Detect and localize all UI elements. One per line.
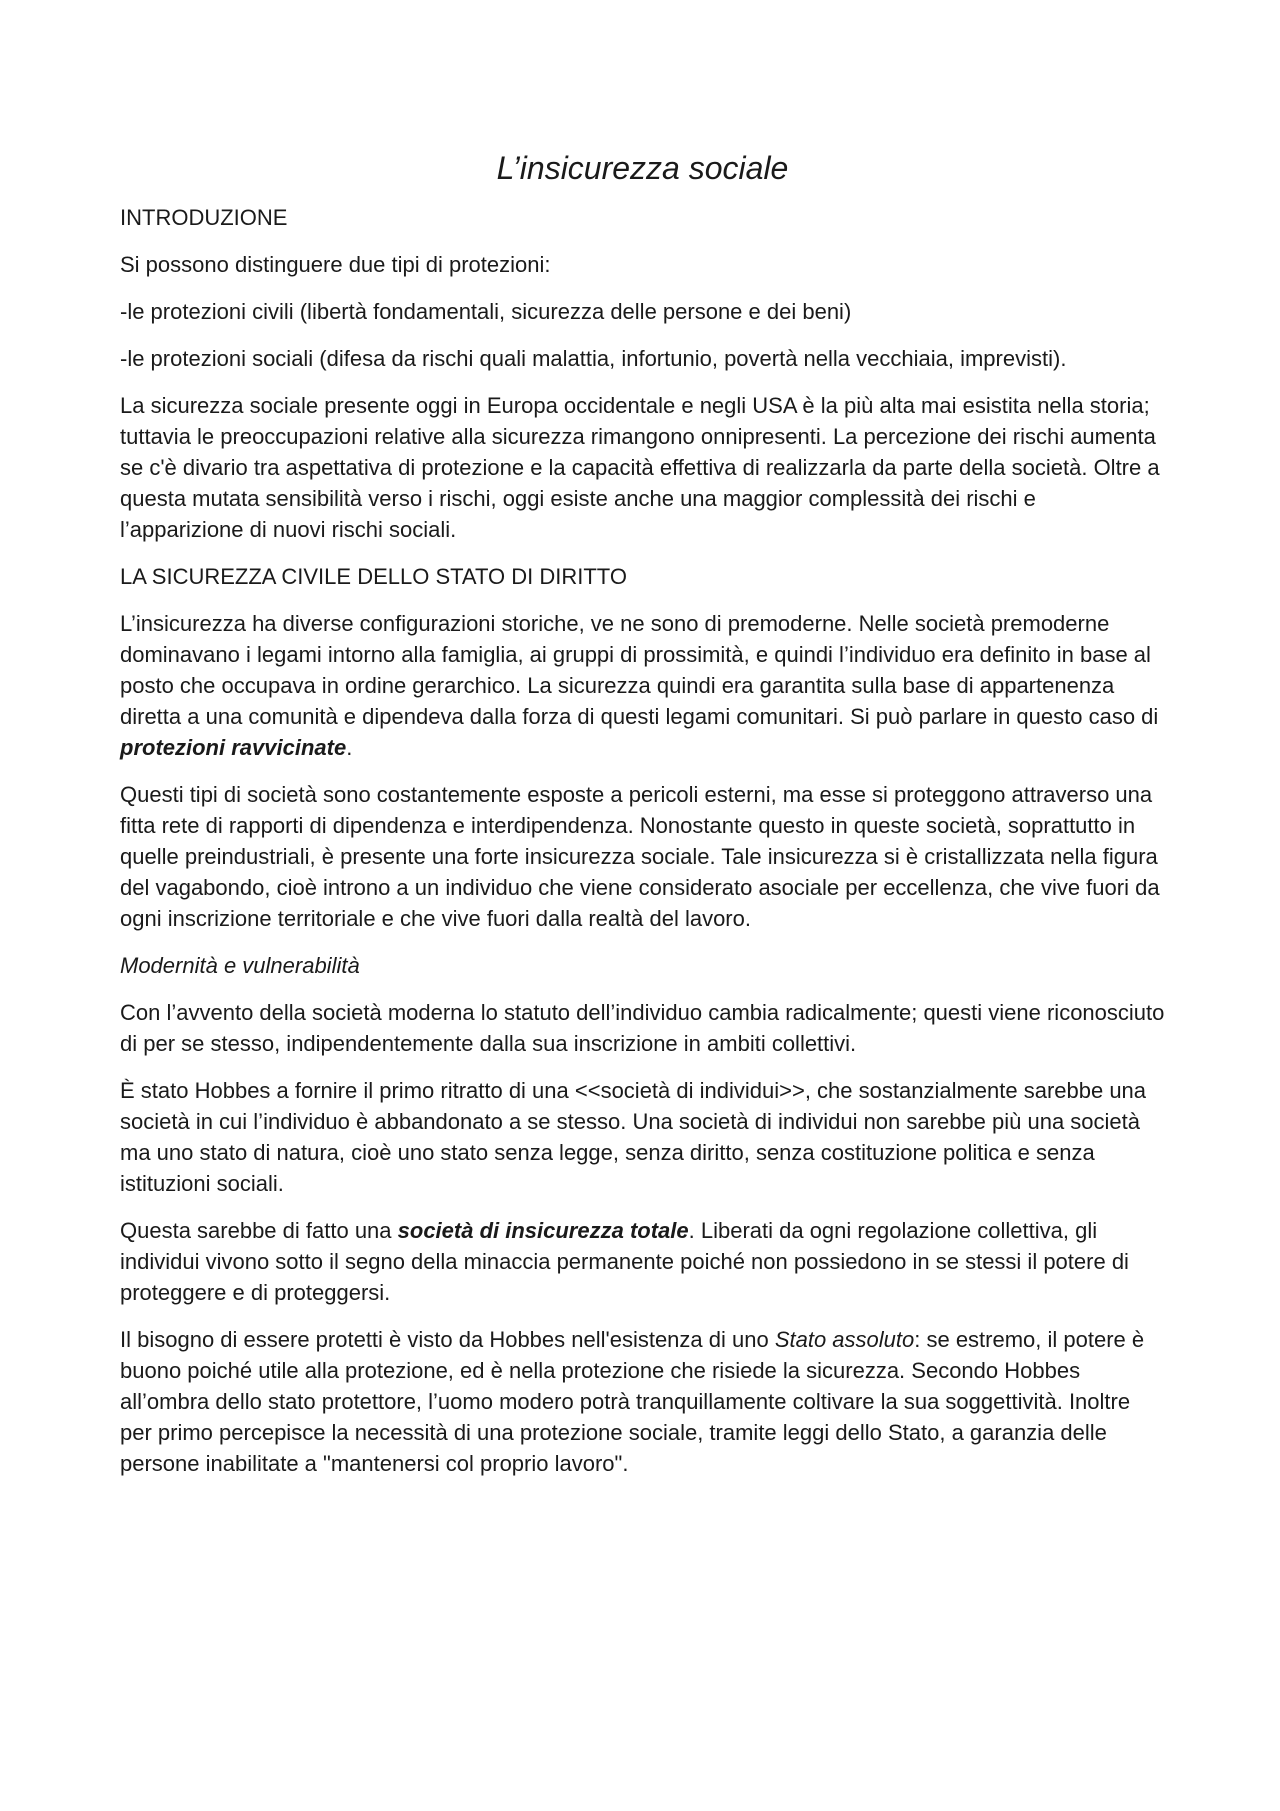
document-page bbox=[120, 148, 1165, 1495]
paragraph-7: Con l’avvento della società moderna lo statuto dell’individuo cambia radicalmente; questi viene riconosciuto di per se stesso, indipendentemente dalla sua inscrizione in ambiti collettivi. bbox=[120, 1000, 1165, 1056]
section-heading-introduzione: INTRODUZIONE bbox=[120, 205, 288, 230]
section-heading-sicurezza-civile: LA SICUREZZA CIVILE DELLO STATO DI DIRITTO bbox=[120, 564, 627, 589]
paragraph-5-end: . bbox=[346, 735, 353, 760]
paragraph-9-end: . Liberati da ogni regolazione collettiva, gli individui vivono sotto il segno della minaccia permanente poiché non possiedono in se stessi il potere di proteggere e di proteggersi. bbox=[120, 1218, 1129, 1305]
paragraph-4: La sicurezza sociale presente oggi in Europa occidentale e negli USA è la più alta mai esistita nella storia; tuttavia le preoccupazioni relative alla sicurezza rimangono onnipresenti. La percezione dei rischi aumenta se c'è divario tra aspettativa di protezione e la capacità effettiva di realizzarla da parte della società. Oltre a questa mutata sensibilità verso i rischi, oggi esiste anche una maggior complessità dei rischi e l’apparizione di nuovi rischi sociali. bbox=[120, 393, 1160, 542]
paragraph-2: -le protezioni civili (libertà fondamentali, sicurezza delle persone e dei beni) bbox=[120, 299, 852, 324]
paragraph-10-start: Il bisogno di essere protetti è visto da Hobbes nell'esistenza di uno bbox=[120, 1327, 775, 1352]
paragraph-10-italic: Stato assoluto bbox=[774, 1327, 915, 1352]
paragraph-9-bold: società di insicurezza totale bbox=[397, 1218, 689, 1243]
paragraph-9-start: Questa sarebbe di fatto una bbox=[120, 1218, 398, 1243]
paragraph-10 bbox=[120, 1324, 1165, 1479]
document-title: L’insicurezza sociale bbox=[496, 150, 789, 186]
paragraph-5-bold: protezioni ravvicinate bbox=[120, 735, 347, 760]
paragraph-10-end: : se estremo, il potere è buono poiché utile alla protezione, ed è nella protezione che risiede la sicurezza. Secondo Hobbes all’ombra dello stato protettore, l’uomo modero potrà tranquillamente coltivare la sua soggettività. Inoltre per primo percepisce la necessità di una protezione sociale, tramite leggi dello Stato, a garanzia delle persone inabilitate a "mantenersi col proprio lavoro". bbox=[120, 1327, 1145, 1476]
subheading-modernita: Modernità e vulnerabilità bbox=[120, 953, 360, 978]
paragraph-5 bbox=[120, 608, 1165, 763]
paragraph-1: Si possono distinguere due tipi di protezioni: bbox=[120, 252, 551, 277]
paragraph-9 bbox=[120, 1215, 1165, 1308]
paragraph-5-text: L’insicurezza ha diverse configurazioni storiche, ve ne sono di premoderne. Nelle società premoderne dominavano i legami intorno alla famiglia, ai gruppi di prossimità, e quindi l’individuo era definito in base al posto che occupava in ordine gerarchico. La sicurezza quindi era garantita sulla base di appartenenza diretta a una comunità e dipendeva dalla forza di questi legami comunitari. Si può parlare in questo caso di bbox=[120, 611, 1159, 729]
paragraph-3: -le protezioni sociali (difesa da rischi quali malattia, infortunio, povertà nella vecchiaia, imprevisti). bbox=[120, 346, 1067, 371]
paragraph-8: È stato Hobbes a fornire il primo ritratto di una <<società di individui>>, che sostanzialmente sarebbe una società in cui l’individuo è abbandonato a se stesso. Una società di individui non sarebbe più una società ma uno stato di natura, cioè uno stato senza legge, senza diritto, senza costituzione politica e senza istituzioni sociali. bbox=[120, 1078, 1147, 1196]
paragraph-6: Questi tipi di società sono costantemente esposte a pericoli esterni, ma esse si proteggono attraverso una fitta rete di rapporti di dipendenza e interdipendenza. Nonostante questo in queste società, soprattutto in quelle preindustriali, è presente una forte insicurezza sociale. Tale insicurezza si è cristallizzata nella figura del vagabondo, cioè introno a un individuo che viene considerato asociale per eccellenza, che vive fuori da ogni inscrizione territoriale e che vive fuori dalla realtà del lavoro. bbox=[120, 782, 1160, 931]
